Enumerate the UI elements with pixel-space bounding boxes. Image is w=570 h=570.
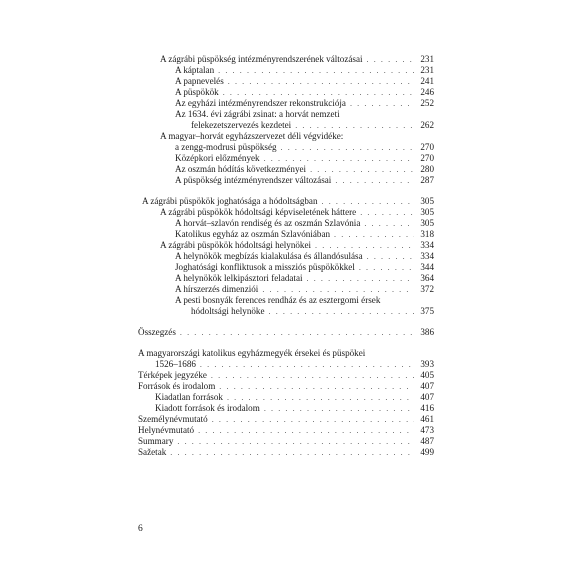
toc-entry-page: 405 xyxy=(420,370,434,380)
toc-entry-page: 318 xyxy=(420,229,434,239)
toc-entry-title: a zengg-modrusi püspökség xyxy=(175,142,277,152)
toc-entry-title: A zágrábi püspökség intézményrendszerének változásai xyxy=(160,54,363,64)
toc-entry xyxy=(138,348,434,359)
toc-entry-title: Összegzés xyxy=(138,327,176,337)
toc-entry xyxy=(160,240,434,251)
toc-entry xyxy=(175,251,434,262)
toc-entry-title: Források és irodalom xyxy=(138,381,216,391)
leader-dots xyxy=(223,87,414,98)
leader-dots xyxy=(295,120,414,131)
toc-entry-page: 305 xyxy=(420,218,434,228)
leader-dots xyxy=(198,425,414,436)
toc-entry xyxy=(175,218,434,229)
leader-dots xyxy=(367,251,414,262)
toc-entry-title: A papnevelés xyxy=(175,76,224,86)
leader-dots xyxy=(360,207,414,218)
toc-entry xyxy=(155,359,434,370)
toc-entry xyxy=(175,295,434,306)
toc-entry xyxy=(160,131,434,142)
toc-entry xyxy=(160,54,434,65)
toc-entry xyxy=(175,153,434,164)
toc-entry xyxy=(175,65,434,76)
toc-entry xyxy=(175,109,434,120)
toc-entry-title: A káptalan xyxy=(175,65,215,75)
toc-entry-page: 287 xyxy=(420,175,434,185)
toc-entry-title: Személynévmutató xyxy=(138,414,208,424)
toc-entry xyxy=(138,370,434,381)
toc-entry-page: 305 xyxy=(420,196,434,206)
leader-dots xyxy=(264,153,414,164)
toc-entry-title: A horvát–szlavón rendiség és az oszmán Szlavónia xyxy=(175,218,361,228)
toc-entry-page: 473 xyxy=(420,425,434,435)
leader-dots xyxy=(227,392,414,403)
toc-entry xyxy=(175,87,434,98)
toc-entry xyxy=(191,306,434,317)
toc-entry-title: A zágrábi püspökök joghatósága a hódoltságban xyxy=(142,196,318,206)
toc-entry-title: A hírszerzés dimenziói xyxy=(175,284,259,294)
toc-entry-title: A helynökök lelkipásztori feladatai xyxy=(175,273,303,283)
toc-entry-page: 334 xyxy=(420,240,434,250)
leader-dots xyxy=(200,359,414,370)
leader-dots xyxy=(334,229,414,240)
toc-entry-title: Helynévmutató xyxy=(138,425,195,435)
toc-entry xyxy=(138,327,434,338)
toc-entry-title: A püspökök xyxy=(175,87,219,97)
toc-entry-page: 270 xyxy=(420,153,434,163)
toc-entry-title: A magyar–horvát egyházszervezet déli végvidéke: xyxy=(160,131,344,141)
leader-dots xyxy=(307,273,414,284)
toc-entry-title: A pesti bosnyák ferences rendház és az esztergomi érsek xyxy=(175,295,381,305)
toc-entry xyxy=(175,76,434,87)
toc-entry xyxy=(175,262,434,273)
toc-entry-title: Az egyházi intézményrendszer rekonstrukciója xyxy=(175,98,346,108)
leader-dots xyxy=(219,381,414,392)
toc-entry-title: A helynökök megbízás kialakulása és állandósulása xyxy=(175,251,363,261)
toc-entry-page: 270 xyxy=(420,142,434,152)
toc-entry-title: A zágrábi püspökök hódoltsági képviseletének háttere xyxy=(160,207,357,217)
leader-dots xyxy=(350,98,414,109)
toc-entry-page: 407 xyxy=(420,381,434,391)
leader-dots xyxy=(322,196,414,207)
leader-dots xyxy=(359,262,414,273)
toc-entry xyxy=(175,175,434,186)
leader-dots xyxy=(315,240,414,251)
leader-dots xyxy=(218,65,414,76)
toc-entry-title: Katolikus egyház az oszmán Szlavóniában xyxy=(175,229,331,239)
leader-dots xyxy=(264,403,414,414)
toc-entry xyxy=(191,120,434,131)
toc-entry-page: 305 xyxy=(420,207,434,217)
toc-entry-page: 407 xyxy=(420,392,434,402)
toc-entry-page: 372 xyxy=(420,284,434,294)
toc-entry xyxy=(138,425,434,436)
toc-entry-page: 252 xyxy=(420,98,434,108)
leader-dots xyxy=(180,327,414,338)
toc-entry xyxy=(138,381,434,392)
toc-entry-page: 393 xyxy=(420,359,434,369)
toc-entry-page: 344 xyxy=(420,262,434,272)
toc-entry-title: hódoltsági helynöke xyxy=(191,306,265,316)
toc-entry xyxy=(138,436,434,447)
toc-entry-page: 386 xyxy=(420,327,434,337)
toc-entry xyxy=(175,142,434,153)
toc-entry-page: 231 xyxy=(420,65,434,75)
toc-entry-title: Középkori előzmények xyxy=(175,153,260,163)
toc-entry-page: 334 xyxy=(420,251,434,261)
leader-dots xyxy=(211,370,414,381)
toc-entry xyxy=(175,273,434,284)
toc-entry xyxy=(138,447,434,458)
toc-entry-page: 499 xyxy=(420,447,434,457)
toc-entry-title: 1526–1686 xyxy=(155,359,196,369)
toc-entry-page: 375 xyxy=(420,306,434,316)
toc-entry xyxy=(175,229,434,240)
toc-entry-title: A zágrábi püspökök hódoltsági helynökei xyxy=(160,240,312,250)
toc-entry-title: Az 1634. évi zágrábi zsinat: a horvát nemzeti xyxy=(175,109,340,119)
leader-dots xyxy=(367,54,414,65)
toc-entry xyxy=(155,403,434,414)
toc-entry xyxy=(160,207,434,218)
leader-dots xyxy=(262,284,414,295)
leader-dots xyxy=(177,436,414,447)
toc-entry-page: 241 xyxy=(420,76,434,86)
leader-dots xyxy=(281,142,414,153)
toc-entry-page: 280 xyxy=(420,164,434,174)
leader-dots xyxy=(364,218,414,229)
toc-entry xyxy=(175,98,434,109)
leader-dots xyxy=(269,306,415,317)
leader-dots xyxy=(170,447,414,458)
toc-entry-title: Joghatósági konfliktusok a missziós püspökökkel xyxy=(175,262,355,272)
leader-dots xyxy=(335,175,414,186)
toc-entry-title: Kiadatlan források xyxy=(155,392,223,402)
toc-entry-title: Kiadott források és irodalom xyxy=(155,403,260,413)
toc-entry-page: 262 xyxy=(420,120,434,130)
toc-entry-title: Sažetak xyxy=(138,447,167,457)
toc-entry-page: 487 xyxy=(420,436,434,446)
toc-entry-page: 246 xyxy=(420,87,434,97)
toc-entry xyxy=(155,392,434,403)
toc-entry xyxy=(175,284,434,295)
toc-entry xyxy=(138,414,434,425)
toc-entry-title: A püspökség intézményrendszer változásai xyxy=(175,175,332,185)
page-number: 6 xyxy=(138,524,143,534)
toc-entry-page: 231 xyxy=(420,54,434,64)
toc-entry-page: 416 xyxy=(420,403,434,413)
leader-dots xyxy=(212,414,414,425)
toc-entry-title: Az oszmán hódítás következményei xyxy=(175,164,307,174)
toc-entry-title: felekezetszervezés kezdetei xyxy=(191,120,292,130)
toc-entry-page: 461 xyxy=(420,414,434,424)
leader-dots xyxy=(310,164,414,175)
toc-entry-page: 364 xyxy=(420,273,434,283)
toc-entry xyxy=(142,196,434,207)
leader-dots xyxy=(228,76,414,87)
toc-entry-title: Térképek jegyzéke xyxy=(138,370,207,380)
toc-entry-title: Summary xyxy=(138,436,174,446)
toc-entry-title: A magyarországi katolikus egyházmegyék érsekei és püspökei xyxy=(138,348,366,358)
toc-entry xyxy=(175,164,434,175)
